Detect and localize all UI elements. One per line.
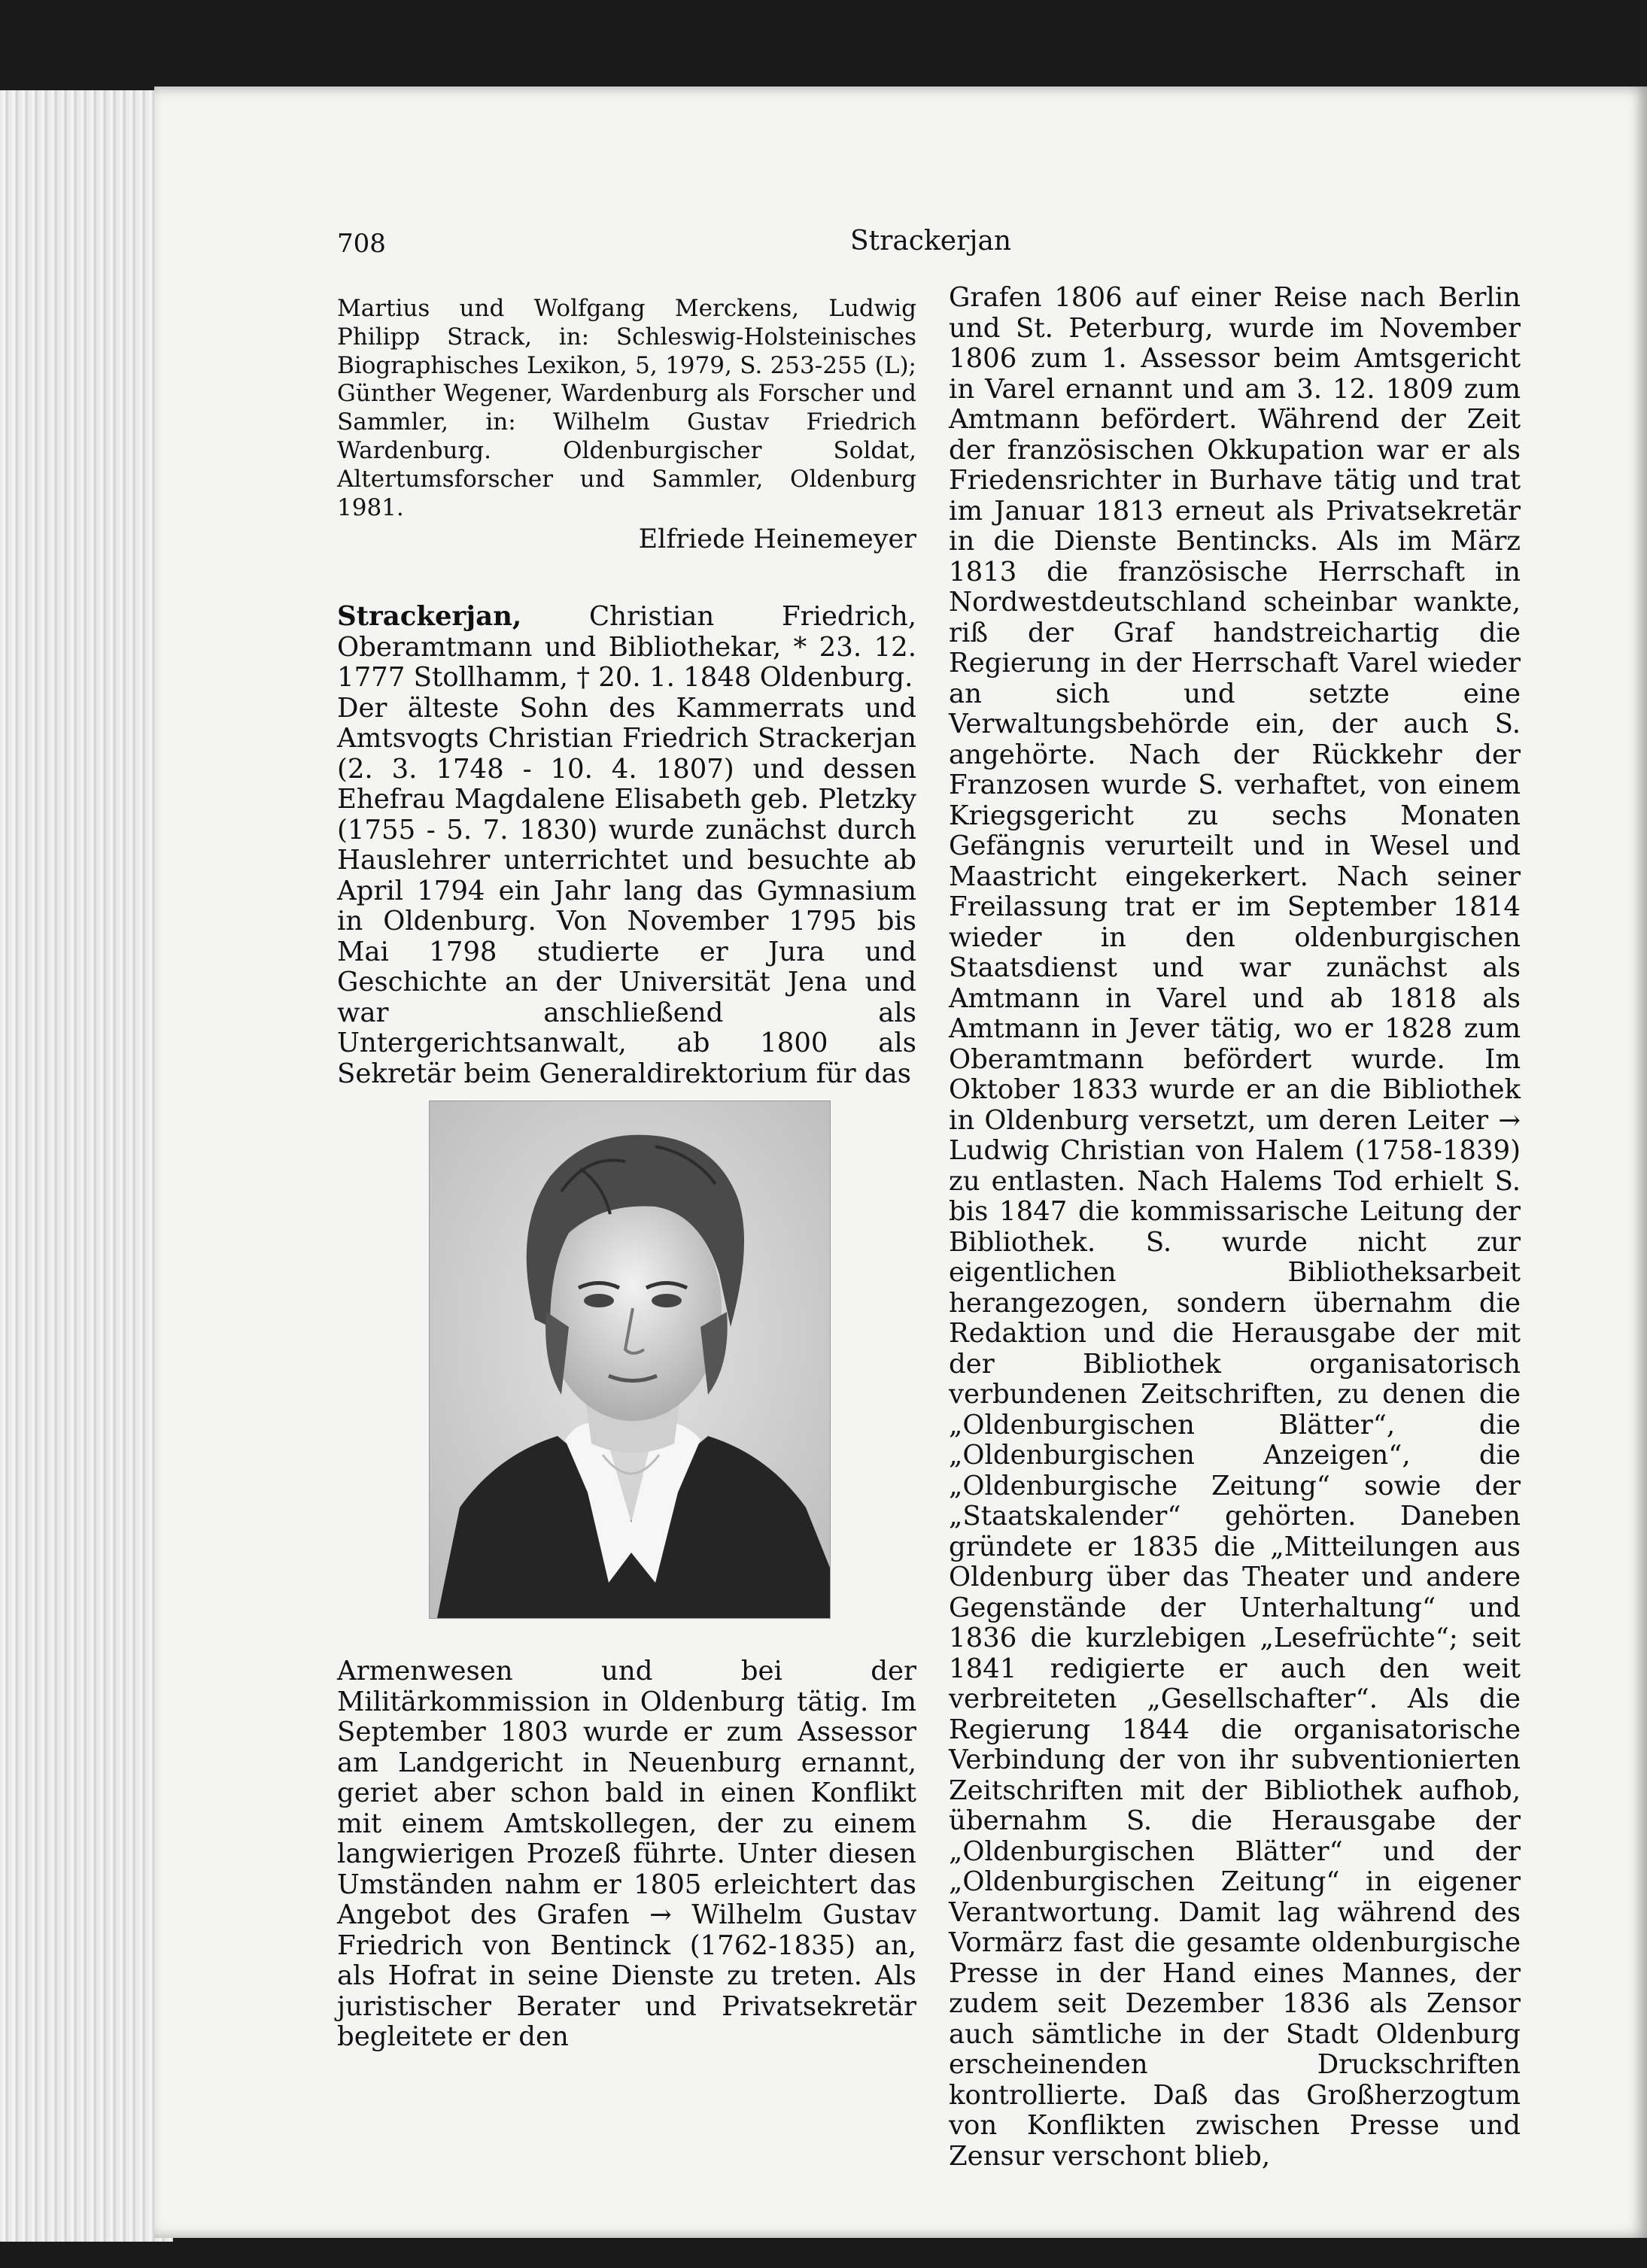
references-text: Martius und Wolfgang Merckens, Ludwig Philipp Strack, in: Schleswig-Holsteinisches Biographisches Lexikon, 5, 1979, S. 253-255 (L); Günther Wegener, Wardenburg als Forscher und Sammler, in: Wilhelm Gustav Friedrich Wardenburg. Oldenburgischer Soldat, Altertumsforscher und Sammler, Oldenburg 1981.: [337, 295, 916, 521]
running-head: Strackerjan: [850, 226, 1012, 257]
entry-text-left-top: Der älteste Sohn des Kammerrats und Amtsvogts Christian Friedrich Strackerjan (2. 3. 1748 - 10. 4. 1807) und dessen Ehefrau Magdalene Elisabeth geb. Pletzky (1755 - 5. 7. 1830) wurde zunächst durch Hauslehrer unterrichtet und besuchte ab April 1794 ein Jahr lang das Gymnasium in Oldenburg. Von November 1795 bis Mai 1798 studierte er Jura und Geschichte an der Universität Jena und war anschließend als Untergerichtsanwalt, ab 1800 als Sekretär beim Generaldirektorium für das: [337, 692, 916, 1089]
entry-intro: Christian Friedrich, Oberamtmann und Bibliothekar, * 23. 12. 1777 Stollhamm, † 20. 1. 1848 Oldenburg.: [337, 601, 916, 694]
portrait-engraving: [430, 1101, 830, 1618]
portrait-image: [429, 1101, 831, 1619]
book-page-edges: [0, 90, 173, 2242]
entry-paragraph: [337, 602, 916, 694]
entry-headword: Strackerjan,: [337, 601, 522, 633]
right-column: [949, 283, 1521, 2172]
left-column-bottom: [337, 1656, 916, 2053]
reference-author: Elfriede Heinemeyer: [638, 524, 916, 555]
entry-text-left-bottom: Armenwesen und bei der Militärkommission in Oldenburg tätig. Im September 1803 wurde er zum Assessor am Landgericht in Neuenburg ernannt, geriet aber schon bald in einen Konflikt mit einem Amtskollegen, der zu einem langwierigen Prozeß führte. Unter diesen Umständen nahm er 1805 erleichtert das Angebot des Grafen → Wilhelm Gustav Friedrich von Bentinck (1762-1835) an, als Hofrat in seine Dienste zu treten. Als juristischer Berater und Privatsekretär begleitete er den: [337, 1656, 916, 2052]
entry-text-right: Grafen 1806 auf einer Reise nach Berlin und St. Peterburg, wurde im November 1806 zum 1. Assessor beim Amtsgericht in Varel ernannt und am 3. 12. 1809 zum Amtmann befördert. Während der Zeit der französischen Okkupation war er als Friedensrichter in Burhave tätig und trat im Januar 1813 erneut als Privatsekretär in die Dienste Bentincks. Als im März 1813 die französische Herrschaft in Nordwestdeutschland scheinbar wankte, riß der Graf handstreichartig die Regierung in der Herrschaft Varel wieder an sich und setzte eine Verwaltungsbehörde ein, der auch S. angehörte. Nach der Rückkehr der Franzosen wurde S. verhaftet, von einem Kriegsgericht zu sechs Monaten Gefängnis verurteilt und in Wesel und Maastricht eingekerkert. Nach seiner Freilassung trat er im September 1814 wieder in den oldenburgischen Staatsdienst und war zunächst als Amtmann in Varel und ab 1818 als Amtmann in Jever tätig, wo er 1828 zum Oberamtmann befördert wurde. Im Oktober 1833 wurde er an die Bibliothek in Oldenburg versetzt, um deren Leiter → Ludwig Christian von Halem (1758-1839) zu entlasten. Nach Halems Tod erhielt S. bis 1847 die kommissarische Leitung der Bibliothek. S. wurde nicht zur eigentlichen Bibliotheksarbeit herangezogen, sondern übernahm die Redaktion und die Herausgabe der mit der Bibliothek organisatorisch verbundenen Zeitschriften, zu denen die „Oldenburgischen Blätter“, die „Oldenburgischen Anzeigen“, die „Oldenburgische Zeitung“ sowie der „Staatskalender“ gehörten. Daneben gründete er 1835 die „Mitteilungen aus Oldenburg über das Theater und andere Gegenstände der Unterhaltung“ und 1836 die kurzlebigen „Lesefrüchte“; seit 1841 redigierte er auch den weit verbreiteten „Gesellschafter“. Als die Regierung 1844 die organisatorische Verbindung der von ihr subventionierten Zeitschriften mit der Bibliothek aufhob, übernahm S. die Herausgabe der „Oldenburgischen Blätter“ und der „Oldenburgischen Zeitung“ in eigener Verantwortung. Damit lag während des Vormärz fast die gesamte oldenburgische Presse in der Hand eines Mannes, der zudem seit Dezember 1836 als Zensor auch sämtliche in der Stadt Oldenburg erscheinenden Druckschriften kontrollierte. Daß das Großherzogtum von Konflikten zwischen Presse und Zensur verschont blieb,: [949, 282, 1521, 2172]
page-number: 708: [337, 229, 386, 259]
left-column-top: [337, 295, 916, 1089]
